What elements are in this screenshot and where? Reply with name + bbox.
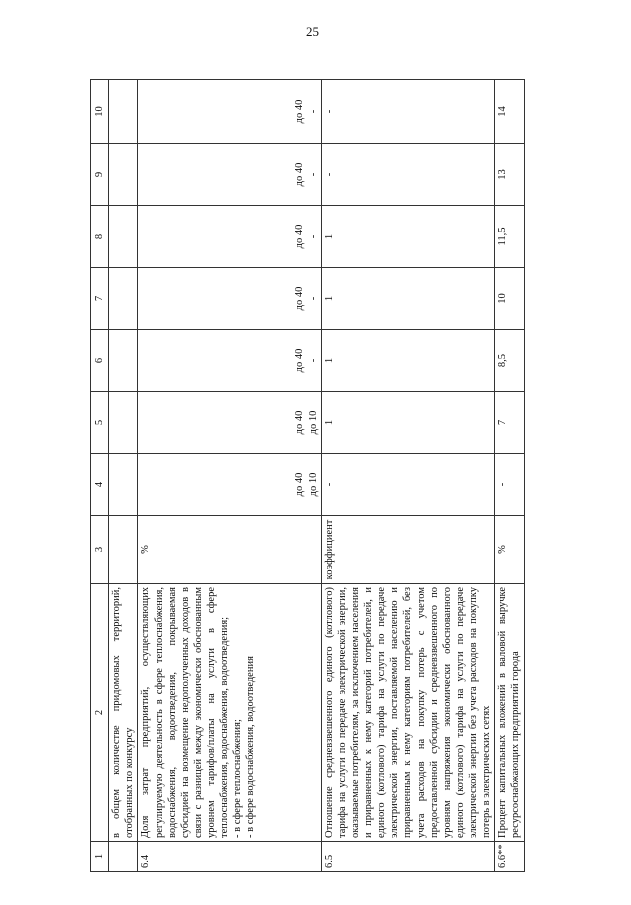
sub-item-heat: - в сфере теплоснабжения;: [232, 719, 244, 838]
value-cell: -: [495, 454, 524, 516]
header-cell: 6: [91, 330, 109, 392]
value-heat: до 40: [294, 99, 306, 124]
value-cell: [138, 80, 321, 144]
value-cell: -: [321, 454, 495, 516]
value-cell: [138, 144, 321, 206]
header-cell: 7: [91, 268, 109, 330]
value-cell: 1: [321, 392, 495, 454]
value-water: до 10: [307, 410, 319, 435]
header-cell: 9: [91, 144, 109, 206]
row-description: Отношение средневзвешенного единого (котлового) тарифа на услуги по передаче электрической энергии, оказываемые потребителям, за исключением населения и приравненных к нему категорий потребителей, и единого (котлового) тарифа на услуги по передаче электрической энергии, поставляемой населению и приравненным к нему категориям потребителей, без учета расходов на покупку потерь с учетом предоставленной субсидии и средневзвешенного по уровням напряжения экономически обоснованного единого (котлового) тарифа на услуги по передаче электрической энергии без учета расходов на покупку потерь в электрических сетях: [321, 584, 495, 842]
value-heat: до 40: [294, 348, 306, 373]
row-description: в общем количестве придомовых территорий, отобранных по конкурсу: [109, 584, 138, 842]
empty-cell: [109, 80, 138, 144]
row-number: [109, 842, 138, 872]
row-description: Процент капитальных вложений в валовой выручке ресурсоснабжающих предприятий города: [495, 584, 524, 842]
rotated-table-wrapper: [90, 80, 578, 872]
value-cell: 1: [321, 206, 495, 268]
value-cell: [138, 330, 321, 392]
row-number: 6.5: [321, 842, 495, 872]
empty-cell: [109, 206, 138, 268]
sub-item-water: - в сфере водоснабжения, водоотведения: [245, 656, 257, 838]
value-water: -: [307, 109, 319, 114]
table-row-6-6: [495, 80, 524, 872]
header-cell: 1: [91, 842, 109, 872]
empty-cell: [109, 144, 138, 206]
unit-cell: %: [138, 516, 321, 584]
value-cell: -: [321, 144, 495, 206]
description-text: Доля затрат предприятий, осуществляющих регулируемую деятельность в сфере теплоснабжения, водоснабжения, водоотведения, покрываемая субсидией на возмещение недополученных доходов в связи с разницей между экономически обоснованным уровнем тарифов/платы на услуги в сфере теплоснабжения, водоснабжения, водоотведения;: [140, 587, 231, 838]
value-water: до 10: [307, 472, 319, 497]
value-water: -: [307, 234, 319, 239]
value-heat: до 40: [294, 286, 306, 311]
table-row-6-5: [321, 80, 495, 872]
value-cell: 7: [495, 392, 524, 454]
value-cell: 1: [321, 330, 495, 392]
value-cell: 11,5: [495, 206, 524, 268]
header-cell: 10: [91, 80, 109, 144]
empty-cell: [109, 516, 138, 584]
value-cell: 8,5: [495, 330, 524, 392]
row-number: 6.6**: [495, 842, 524, 872]
value-water: -: [307, 296, 319, 301]
value-cell: 1: [321, 268, 495, 330]
header-cell: 8: [91, 206, 109, 268]
header-cell: 4: [91, 454, 109, 516]
value-cell: [138, 392, 321, 454]
value-cell: [138, 206, 321, 268]
header-cell: 5: [91, 392, 109, 454]
empty-cell: [109, 392, 138, 454]
empty-cell: [109, 330, 138, 392]
continuation-row: [109, 80, 138, 872]
unit-cell: коэффициент: [321, 516, 495, 584]
empty-cell: [109, 454, 138, 516]
value-heat: до 40: [294, 410, 306, 435]
value-cell: 14: [495, 80, 524, 144]
header-row: [91, 80, 109, 872]
table-row-6-4: [138, 80, 321, 872]
value-heat: до 40: [294, 224, 306, 249]
row-number: 6.4: [138, 842, 321, 872]
empty-cell: [109, 268, 138, 330]
unit-cell: %: [495, 516, 524, 584]
value-cell: [138, 454, 321, 516]
indicator-table: [90, 79, 525, 872]
header-cell: 3: [91, 516, 109, 584]
value-heat: до 40: [294, 472, 306, 497]
value-cell: 10: [495, 268, 524, 330]
header-cell: 2: [91, 584, 109, 842]
value-water: -: [307, 172, 319, 177]
value-cell: 13: [495, 144, 524, 206]
value-water: -: [307, 358, 319, 363]
value-cell: -: [321, 80, 495, 144]
value-cell: [138, 268, 321, 330]
row-description: [138, 584, 321, 842]
value-heat: до 40: [294, 162, 306, 187]
page-number: 25: [306, 24, 319, 39]
